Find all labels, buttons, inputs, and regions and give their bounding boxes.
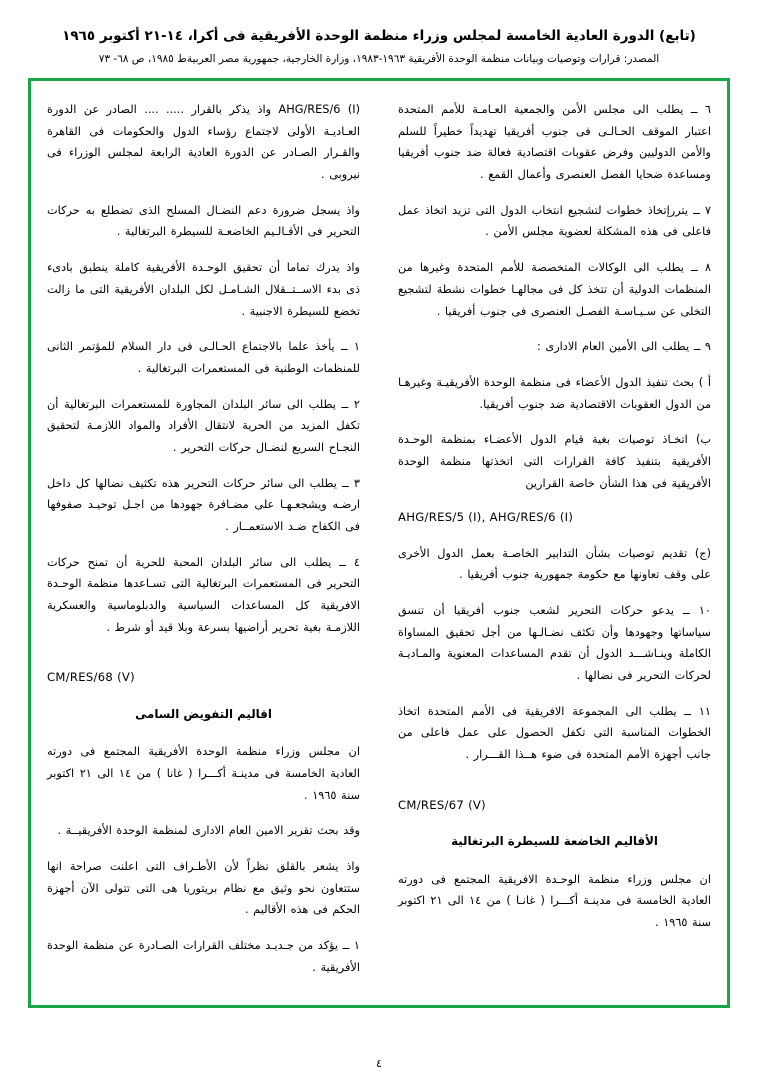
column-right [392,99,711,995]
resolution-reference: CM/RES/67 (V) [398,797,486,812]
page-border-frame [28,78,730,1008]
paragraph: ٤ ــ يطلب الى سائر البلدان المحبة للحرية أن تمنح حركات التحرير فى المستعمرات البرتغالية التى تسـاعدها منظمة الوحـدة الافريقية كل المساعدات السياسية والدبلوماسية والعسكرية اللازمـة بغية تحرير أراضيها بسرعة وبلا قيد أو شرط . [47,555,360,634]
paragraph: ٨ ــ يطلب الى الوكالات المتخصصة للأمم المتحدة وغيرها من المنظمات الدولية أن تتخذ كل فى مجالهـا خطوات نشطة لتشجيع التخلى عن سـيـاسـة الفصـل العنصرى فى جنوب أفريقيا . [398,261,711,318]
paragraph: ٣ ــ يطلب الى سائر حركات التحرير هذه تكثيف نضالها كل داخل ارضـه ويشجعـهـا على مضـافرة جهودها من اجـل توحيـد صفوفها فى الكفاح ضـد الاستعمــار . [47,476,360,533]
paragraph: ٦ ــ يطلب الى مجلس الأمن والجمعية العـامـة للأمم المتحدة اعتبار الموقف الحـالـى فى جنوب أفريقيا تهديداً خطيراً للسلم والأمن الدوليين وفرض عقوبات اقتصادية فعالة ضد جنوب أفريقيا ومساعدة ضحايا الفصل العنصرى وأعمال القمع . [398,103,711,182]
paragraph: (ج) تقديم توصيات بشأن التدابير الخاصـة بعمل الدول الأخرى على وقف تعاونها مع حكومة جمهورية جنوب أفريقيا . [398,546,711,582]
paragraph: أ ) بحث تنفيذ الدول الأعضاء فى منظمة الوحدة الأفريقيـة وغيرهـا من الدول العقوبات الاقتصادية ضد جنوب أفريقيا. [398,375,711,411]
resolution-reference: AHG/RES/5 (I), AHG/RES/6 (I) [398,510,574,525]
paragraph: ١ ــ يؤكد من جـديـد مختلف القرارات الصـادرة عن منظمة الوحدة الأفريقية . [47,939,360,974]
paragraph: ٧ ــ يتررإتخاذ خطوات لتشجيع انتخاب الدول التى تزيد اتخاذ عمل فاعلى فى هذه المشكلة لعضوية مجلس الأمن . [398,203,711,239]
paragraph: واذ يدرك تماما أن تحقيق الوحـدة الأفريقية كاملة ينطبق بادىء ذى بدء الاســتــقلال الشـامـل لكل البلدان الأفريقية التى ما زالت تخضع للسيطرة الاجنبية . [47,261,360,318]
two-column-body [47,99,711,995]
paragraph: ١١ ــ يطلب الى المجموعة الافريقية فى الأمم المتحدة اتخاذ الخطوات المناسبة التى تكفل الحصول على عمل فاعلى من جانب أجهزة الأمم المتحدة فى ضوء هــذا القـــرار . [398,704,711,762]
paragraph: ١٠ ــ يدعو حركات التحرير لشعب جنوب أفريقيا أن تنسق سياساتها وجهودها وأن تكثف نضـالـها من أجل تحقيق المساواة الكاملة وينـاشـــد الدول أن تقدم المساعدات المعنوية والمـاديـة لحركات التحرير فى نضالها . [398,603,711,682]
page-number: ٤ [376,1057,382,1070]
paragraph: ٩ ــ يطلب الى الأمين العام الادارى : [536,340,711,354]
resolution-reference-inline: AHG/RES/6 (I) [278,103,361,116]
spacer [47,652,360,666]
paragraph: ان مجلس وزراء منظمة الوحـدة الافريقية المجتمع فى دورته العادية الخامسة فى مدينـة أكـــرا ( غانـا ) من ١٤ الى ٢١ اكتوبر سنة ١٩٦٥ . [398,872,711,930]
paragraph: ان مجلس وزراء منظمة الوحدة الأفريقية المجتمع فى دورته العادية الخامسة فى مدينـة أكـــرا ( غانا ) من ١٤ الى ٢١ اكتوبر سنة ١٩٦٥ . [47,745,361,802]
paragraph: ٢ ــ يطلب الى سائر البلدان المجاورة للمستعمرات البرتغالية أن تكفل المزيد من الحرية لانتقال الأفراد والمواد اللازمـة لتحقيق النجـاح السريع لنضـال حركات التحرير . [47,397,360,454]
paragraph: ب) اتخـاذ توصيات بغية قيام الدول الأعضـاء بمنظمة الوحـدة الأفريقية بتنفيذ كافة القرارات التى اتخذتها منظمة الوحدة الأفريقية فى هذا الشأن خاصة القرارين [398,433,711,490]
paragraph: واذ يسجل ضرورة دعم النضـال المسلح الذى تضطلع به حركات التحرير فى الأقـالـيم الخاضعـة للسيطرة البرتغالية . [47,203,360,239]
paragraph-text: واذ يذكر بالقرار ..... .... الصادر عن الدورة العـاديـة الأولى لاجتماع رؤساء الدول والحكومات فى القاهرة والقـرار الصـادر عن الدورة العادية الرابعة لمجلس الوزراء فى نيروبى . [47,103,360,182]
paragraph-with-resolution-ref [47,99,360,186]
section-heading: الأقاليم الخاضعة للسيطرة البرتغالية [451,834,658,848]
page-title: (تابع) الدورة العادية الخامسة لمجلس وزراء منظمة الوحدة الأفريقية فى أكرا، ١٤-٢١ أكتوبر ١٩٦٥ [62,28,696,44]
column-left [47,99,366,995]
paragraph: واذ يشعر بالقلق نظراً لأن الأطـراف التى اعلنت صراحة انها ستتعاون نحو وثيق مع نظام بريتوريا هى التى تتولى الآن أجهزة الحكم فى هذه الأقاليم . [47,860,360,917]
document-source-line: المصدر: قرارات وتوصيات وبيانات منظمة الوحدة الأفريقية ١٩٦٣-١٩٨٣، وزارة الخارجية، جمهورية مصر العربية‌ط ١٩٨٥، ص ٦٨- ٧٣ [98,53,660,66]
spacer [398,780,711,794]
section-heading: اقاليم التفويض السامى [135,706,272,721]
resolution-reference: CM/RES/68 (V) [47,670,135,685]
paragraph: وقد بحث تقرير الامين العام الادارى لمنظمة الوحدة الأفريقيــة . [57,824,360,838]
paragraph: ١ ــ يأخذ علما بالاجتماع الحـالـى فى دار السلام للمؤتمر الثانى للمنظمات الوطنية فى المستعمرات البرتغالية . [47,340,360,375]
